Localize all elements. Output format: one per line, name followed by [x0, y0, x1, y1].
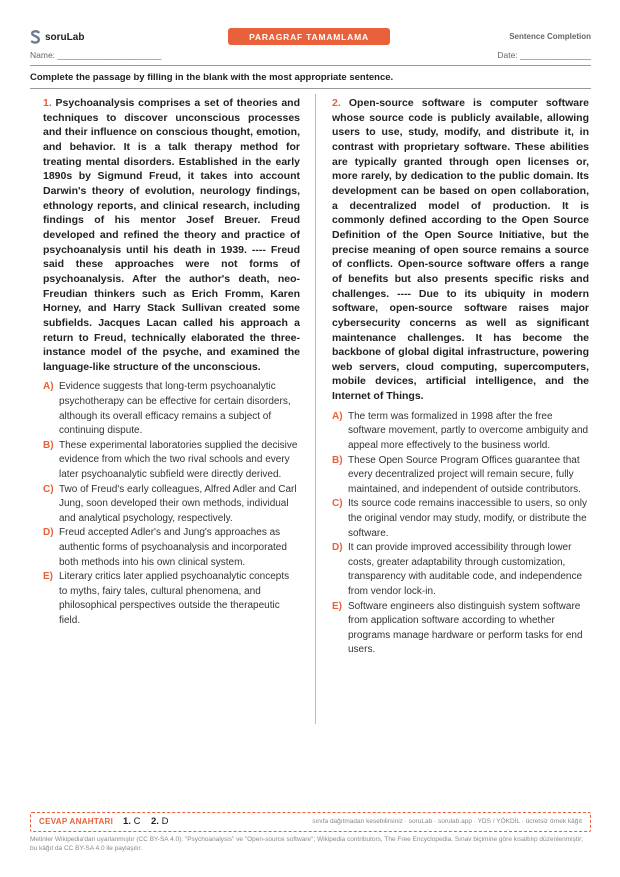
brand	[30, 30, 84, 44]
section-badge: PARAGRAF TAMAMLAMA	[228, 28, 390, 45]
option-d[interactable]	[43, 526, 300, 570]
answer-number: 1.	[123, 816, 131, 827]
question-1	[43, 96, 300, 629]
answer-key-note: sınıfa dağıtmadan kesebilirsiniz · soruLab · sorulab.app · YDS / YÖKDİL · ücretsiz örnek kâğıt	[312, 818, 582, 825]
option-d[interactable]	[332, 541, 589, 599]
answer-number: 2.	[151, 816, 159, 827]
instruction-divider	[30, 88, 591, 89]
answer-2	[151, 816, 168, 827]
answer-letter: C	[133, 816, 141, 827]
passage-text: Psychoanalysis comprises a set of theories and techniques to discover unconscious processes and their influence on conscious thought, emotion, and behavior. It is a talk therapy method for treating mental disorders. Established in the early 1890s by Sigmund Freud, it takes into account Darwin's theory of evolution, neurology findings, ethnology reports, and clinical research, including findings of his mentor Josef Breuer. Freud developed and refined the theory and practice of psychoanalysis until his death in 1939. ---- Freud said these approaches were not forms of psychoanalysis. After the author's death, neo-Freudian thinkers such as Erich Fromm, Karen Horney, and Harry Stack Sullivan created some subfields. Jacques Lacan called his approach a return to Freud, technically elaborated the three-instance model of the psyche, and examined the language-like structure of the unconscious.	[43, 97, 300, 373]
sorulab-logo-icon	[30, 30, 41, 44]
name-field: Name: ______________________	[30, 50, 162, 60]
student-fields	[30, 50, 591, 62]
option-text: Freud accepted Adler's and Jung's approaches as authentic forms of psychoanalysis and incorporated both methods into his own clinical system.	[59, 527, 287, 568]
option-text: Evidence suggests that long-term psychoanalytic psychotherapy can be effective for certain disorders, although its overall efficacy remains a subject of continuing dispute.	[59, 381, 291, 437]
option-c[interactable]	[43, 483, 300, 527]
option-a[interactable]	[332, 410, 589, 454]
option-letter: C)	[43, 483, 54, 495]
header-divider	[30, 65, 591, 66]
option-a[interactable]	[43, 380, 300, 438]
question-2	[332, 96, 589, 658]
option-b[interactable]	[43, 439, 300, 483]
passage	[43, 96, 300, 374]
option-letter: D)	[332, 542, 343, 554]
option-text: Two of Freud's early colleagues, Alfred Adler and Carl Jung, soon developed their own methods, individual and analytical psychology, respectively.	[59, 483, 297, 524]
option-letter: B)	[332, 454, 343, 466]
answer-1	[123, 816, 140, 827]
answer-key-label: CEVAP ANAHTARI	[39, 817, 114, 826]
option-letter: E)	[332, 600, 342, 612]
option-text: These Open Source Program Offices guarantee that every decentralized project will remain secure, fully maintained, and independent of outside contributors.	[348, 454, 581, 495]
option-letter: B)	[43, 439, 54, 451]
option-text: These experimental laboratories supplied the decisive evidence from which the two rival schools and every later psychoanalytic subfield were directly derived.	[59, 439, 298, 481]
option-text: It can provide improved accessibility through lower costs, greater adaptability through customization, transparency with auditable code, and independence from vendor lock-in.	[348, 542, 583, 597]
passage	[332, 96, 589, 404]
section-type: Sentence Completion	[509, 32, 591, 41]
answer-key	[30, 812, 591, 832]
column-divider	[315, 94, 316, 724]
option-e[interactable]	[332, 600, 589, 658]
option-letter: A)	[43, 381, 54, 393]
option-text: The term was formalized in 1998 after the free software movement, partly to overcome ambiguity and appeal more effectively to the business world.	[348, 410, 589, 451]
option-text: Literary critics later applied psychoanalytic concepts to myths, fairy tales, cultural phenomena, and philosophical perspectives outside the therapeutic field.	[59, 571, 290, 626]
option-b[interactable]	[332, 454, 589, 498]
credits: Metinler Wikipedia'dan uyarlanmıştır (CC BY-SA 4.0): "Psychoanalysis" ve "Open-source software"; Wikipedia contributors, The Free Encyclopedia. Sınav biçimine göre kısaltılıp düzenlenmiştir; bu kâğıt da CC BY-SA 4.0 ile paylaşılır.	[30, 836, 584, 852]
option-text: Its source code remains inaccessible to users, so only the original vendor may study, modify, or distribute the software.	[348, 498, 587, 539]
option-letter: D)	[43, 527, 54, 539]
option-c[interactable]	[332, 497, 589, 541]
option-text: Software engineers also distinguish system software from application software according to whether programs manage hardware or perform tasks for end users.	[348, 600, 583, 656]
option-e[interactable]	[43, 570, 300, 628]
instruction: Complete the passage by filling in the blank with the most appropriate sentence.	[30, 72, 394, 83]
passage-text: Open-source software is computer software whose source code is publicly available, allowing users to use, study, modify, and distribute it, in contrast with proprietary software. These abilities are typically granted through open licenses or, more rarely, by dedication to the public domain. Its development can be based on open collaboration, a decentralized model of production. It is commonly defined according to the Open Source Definition of the Open Source Initiative, but the precise meaning of open source remains a source of conflicts. Open-source software offers a range of benefits but also presents specific risks and challenges. ---- Due to its ubiquity in modern software, open-source software raises major cybersecurity concerns as well as significant maintenance challenges. It has become the backbone of global digital infrastructure, powering web servers, cloud computing, supercomputers, mobile devices, artificial intelligence, and the Internet of Things.	[332, 97, 589, 403]
question-number: 1.	[43, 97, 52, 109]
answer-letter: D	[161, 816, 169, 827]
question-number: 2.	[332, 97, 341, 109]
brand-name: soruLab	[45, 31, 85, 43]
option-letter: A)	[332, 410, 343, 422]
date-field: Date: _______________	[497, 50, 591, 60]
option-letter: E)	[43, 571, 53, 583]
option-letter: C)	[332, 498, 343, 510]
page-header	[30, 28, 591, 48]
